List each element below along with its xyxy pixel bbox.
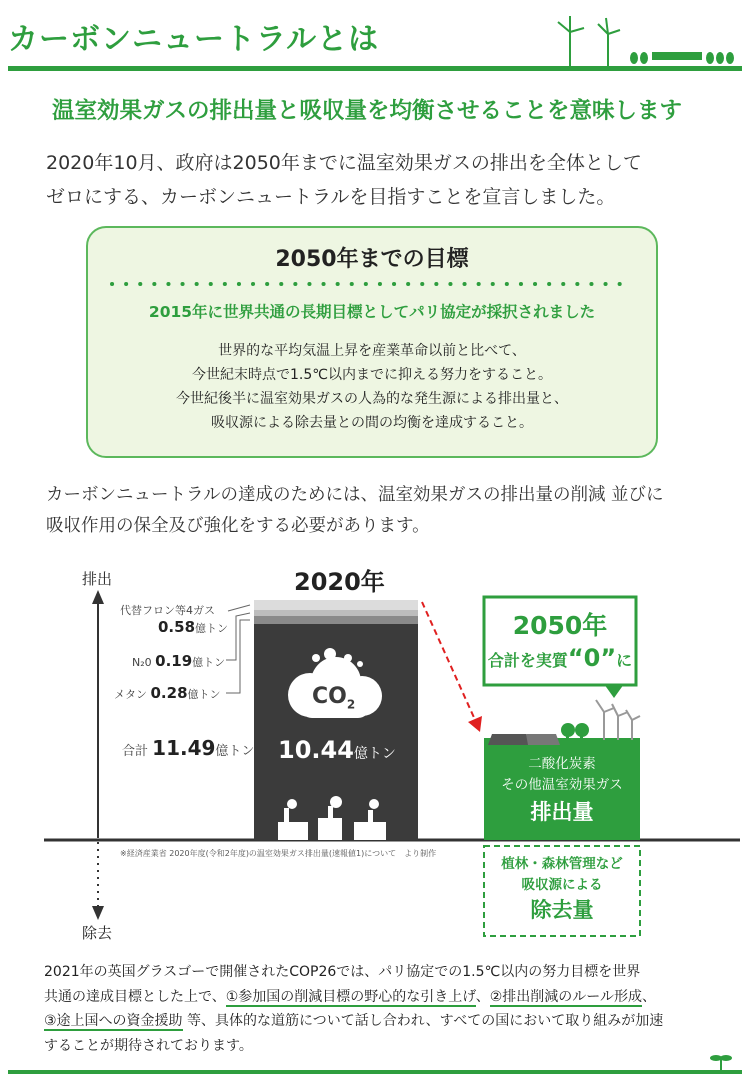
removal-line-2: 吸収源による <box>521 877 603 893</box>
dotted-divider <box>110 281 634 287</box>
callout-pointer <box>604 684 624 698</box>
removal-title: 除去量 <box>530 898 594 922</box>
bar-n2o-layer <box>254 610 418 616</box>
body-line-2: 吸収作用の保全及び強化をする必要があります。 <box>46 516 430 536</box>
cop26-line-4: することが期待されております。 <box>44 1037 253 1054</box>
axis-top-label: 排出 <box>82 570 113 588</box>
goal-body <box>88 339 656 435</box>
cop26-line-1: 2021年の英国グラスゴーで開催されたCOP26では、パリ協定での1.5℃以内の努力目標を世界 <box>44 964 641 980</box>
wind-turbine-landscape-icon <box>548 12 738 68</box>
header-rule <box>8 66 742 71</box>
wind-turbine-icon <box>596 700 640 740</box>
cop26-line-3: ③途上国への資金援助 等、具体的な道筋について話し合われ、すべての国において取り組みが加速 <box>44 1013 664 1029</box>
intro-line-1: 2020年10月、政府は2050年までに温室効果ガスの排出を全体として <box>46 152 642 174</box>
tree-icon <box>561 723 589 740</box>
goal-subtitle: 2015年に世界共通の長期目標としてパリ協定が採択されました <box>148 303 596 321</box>
callout-year: 2050年 <box>512 611 608 640</box>
callout-text: 合計を実質“0”に <box>487 644 633 672</box>
goal-box <box>86 226 658 458</box>
axis-arrow-up-icon <box>92 590 104 604</box>
body-paragraph <box>46 480 716 542</box>
axis-arrow-down-icon <box>92 906 104 920</box>
emission-line-1: 二酸化炭素 <box>528 756 596 772</box>
goal-line: 今世紀末時点で1.5℃以内までに抑える努力をすること。 <box>192 367 552 383</box>
emission-text <box>484 754 640 823</box>
year-2020-label: 2020年 <box>294 568 385 596</box>
leader-line <box>226 620 250 693</box>
footer-rule <box>8 1070 742 1074</box>
solar-panel-icon <box>488 734 560 745</box>
goal-line: 今世紀後半に温室効果ガスの人為的な発生源による排出量と、 <box>176 391 568 407</box>
reduction-arrow-head-icon <box>468 716 482 732</box>
cop26-paragraph <box>44 960 704 1058</box>
n2o-value: N₂0 0.19億トン <box>132 652 226 670</box>
total-value: 合計 11.49億トン <box>122 736 255 760</box>
emission-title: 排出量 <box>530 800 594 824</box>
fluorocarbon-label: 代替フロン等4ガス <box>120 604 215 617</box>
removal-line-1: 植林・森林管理など <box>501 856 623 872</box>
sprout-icon <box>706 1050 736 1070</box>
bar-methane-layer <box>254 616 418 624</box>
cop26-line-2: 共通の達成目標とした上で、①参加国の削減目標の野心的な引き上げ、②排出削減のルール形成、 <box>44 988 657 1005</box>
goal-line: 世界的な平均気温上昇を産業革命以前と比べて、 <box>218 343 526 359</box>
axis-bottom-label: 除去 <box>82 924 113 942</box>
co2-label: $CO_2$ <box>312 684 356 712</box>
goal-title: 2050年までの目標 <box>275 247 469 272</box>
source-note: ※経済産業省 2020年度(令和2年度)の温室効果ガス排出量(速報値1)について より制作 <box>120 849 437 858</box>
intro-line-2: ゼロにする、カーボンニュートラルを目指すことを宣言しました。 <box>46 186 616 208</box>
body-line-1: カーボンニュートラルの達成のためには、温室効果ガスの排出量の削減 並びに <box>46 485 664 505</box>
fluorocarbon-value: 0.58億トン <box>158 618 229 636</box>
leader-line <box>228 605 250 611</box>
section-heading: 温室効果ガスの排出量と吸収量を均衡させることを意味します <box>52 98 683 124</box>
intro-paragraph <box>46 146 706 214</box>
methane-value: メタン 0.28億トン <box>114 684 221 702</box>
co2-value: 10.44億トン <box>278 736 396 764</box>
removal-text <box>484 854 640 921</box>
goal-line: 吸収源による除去量との間の均衡を達成すること。 <box>211 415 533 431</box>
reduction-arrow <box>422 602 476 722</box>
bar-fluorocarbon-layer <box>254 600 418 610</box>
emission-diagram <box>0 560 750 950</box>
emission-line-2: その他温室効果ガス <box>501 777 623 793</box>
page-title: カーボンニュートラルとは <box>8 22 380 57</box>
